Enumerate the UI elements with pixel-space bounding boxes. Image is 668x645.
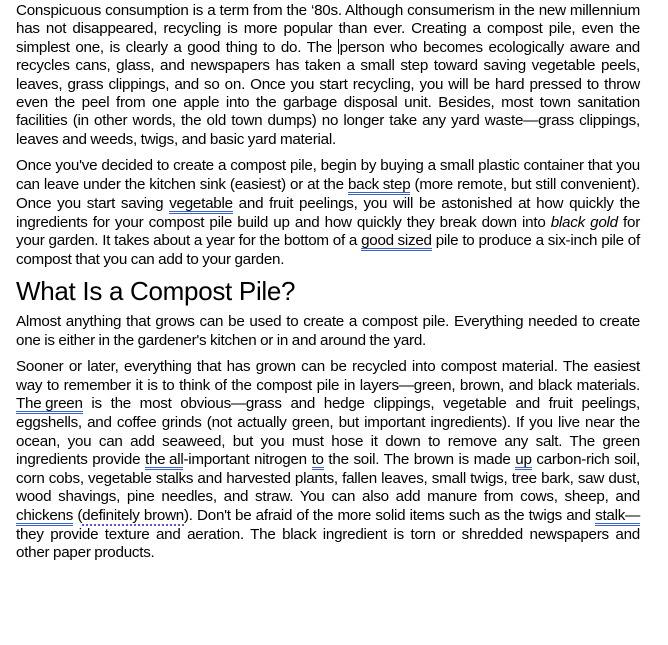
text-run: Conspicuous consumption is a term from the ‘80s. Although consumerism in the new millennium has not disappeared, recycling is more popular than ever. Creating a compost pile, even the simplest one, is clearly a good thing to do. The [16, 2, 640, 56]
grammar-mark[interactable]: chickens [16, 506, 74, 524]
text-run: and fruit peelings, you will be astonished at how quickly the ingredients for your compost pile build up and how quickly they break down into [16, 194, 641, 231]
grammar-mark[interactable]: good sized [361, 232, 432, 250]
text-run: Sooner or later, everything that has grown can be recycled into compost material. The easiest way to remember it is to think of the compost pile in layers—green, brown, and black materials. [16, 358, 640, 394]
style-mark[interactable]: definitely brown [82, 506, 184, 524]
grammar-mark[interactable]: to [311, 450, 324, 468]
grammar-mark[interactable]: up [515, 450, 532, 468]
paragraph-anything[interactable]: Almost anything that grows can be used to create a compost pile. Everything needed to create one is either in the gardener's kitchen or in and around the yard. [16, 313, 640, 349]
text-run: ( [73, 506, 83, 524]
text-run: Once you've decided to create a compost pile, begin by buying a small plastic container that you can leave under the kitchen sink (easiest) or at the [16, 157, 640, 193]
text-run: person who becomes ecologically aware and recycles cans, glass, and newspapers has taken a small step toward saving vegetable peels, leaves, grass clippings, and so on. Once you start recycling, you will be hard pressed to throw even the peel from one apple into the garbage disposal unit. Besides, most town sanitation facilities (in other words, the old town dumps) no longer take any yard waste—grass clippings, leaves and weeds, twigs, and basic yard material. [16, 38, 640, 148]
text-run: ). Don't be afraid of the more solid items such as the twigs and [184, 506, 596, 524]
text-run: carbon-rich soil, corn cobs, vegetable stalks and harvested plants, fallen leaves, small twigs, tree bark, saw dust, wood shavings, pine needles, and straw. You can also add manure from cows, sheep, and [16, 450, 641, 506]
paragraph-container[interactable] [16, 157, 640, 269]
paragraph-layers[interactable] [16, 358, 640, 562]
text-run: is the most obvious—grass and hedge clippings, vegetable and fruit peelings, eggshells, and coffee grinds (not actually green, but important ingredients). If you live near the ocean, you can add seaweed, but you must hose it down to remove any salt. The green ingredients provide [16, 395, 640, 468]
text-run: -important nitrogen [183, 450, 312, 468]
document-page[interactable] [16, 2, 640, 571]
text-run: (more remote, but still convenient). Once you start saving [16, 175, 640, 212]
grammar-mark[interactable]: the all [144, 450, 184, 468]
text-run: for your garden. It takes about a year for the bottom of a [16, 213, 640, 250]
grammar-mark[interactable]: The green [16, 395, 83, 413]
italic-text: black gold [550, 213, 618, 231]
text-cursor [338, 39, 339, 54]
grammar-mark[interactable]: stalk— [595, 506, 641, 524]
text-run: the soil. The brown is made [323, 450, 516, 468]
text-run: they provide texture and aeration. The black ingredient is torn or shredded newspapers and other paper products. [16, 525, 640, 562]
section-heading[interactable]: What Is a Compost Pile? [16, 276, 296, 307]
text-run: pile to produce a six-inch pile of compost that you can add to your garden. [16, 232, 640, 269]
paragraph-intro[interactable] [16, 2, 640, 149]
grammar-mark[interactable]: back step [347, 175, 411, 193]
grammar-mark[interactable]: vegetable [169, 194, 233, 212]
